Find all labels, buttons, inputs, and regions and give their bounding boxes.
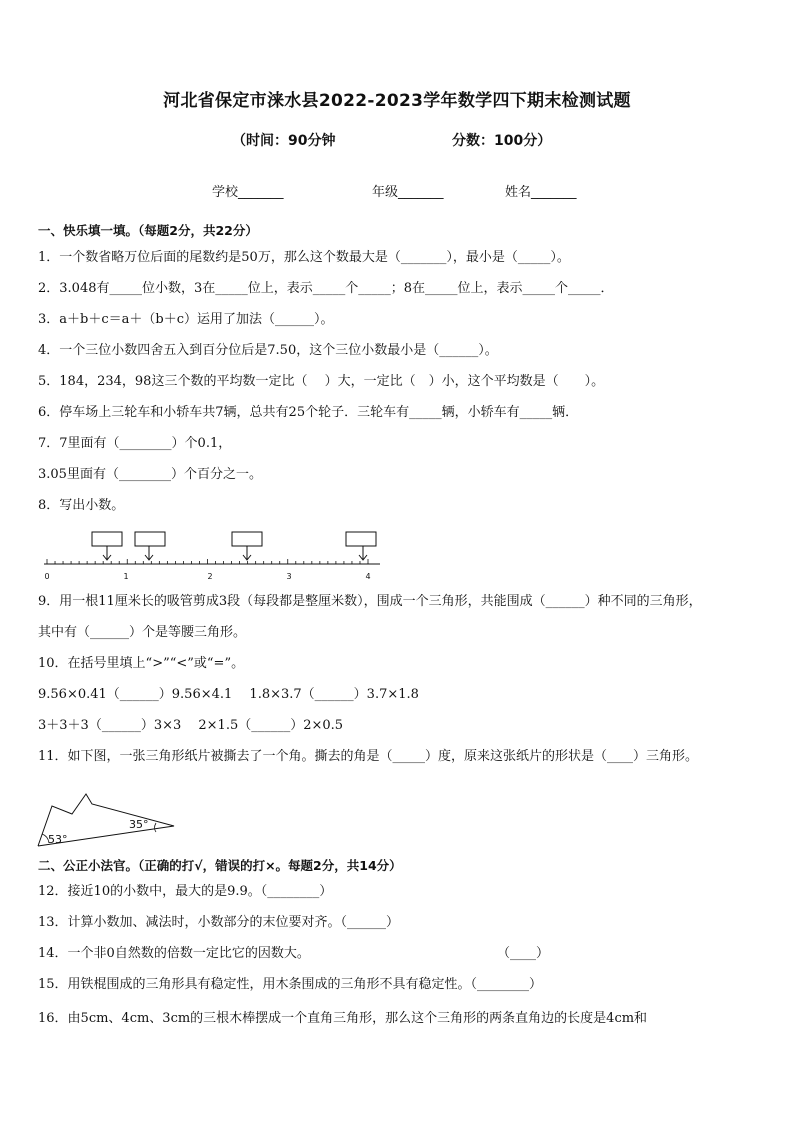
school-field[interactable]: 学校_______ xyxy=(212,185,284,200)
number-line-figure xyxy=(36,528,386,584)
question-9-line-2: 其中有（______）个是等腰三角形。 xyxy=(38,625,247,640)
time-limit: （时间：90分钟 xyxy=(232,133,336,149)
section-2-heading: 二、公正小法官。（正确的打√，错误的打×。每题2分，共14分） xyxy=(38,858,402,873)
question-11: 11．如下图，一张三角形纸片被撕去了一个角。撕去的角是（_____）度，原来这张纸片的形状是（____）三角形。 xyxy=(38,749,699,764)
question-2: 2．3.048有_____位小数，3在_____位上，表示_____个_____；8在_____位上，表示_____个_____． xyxy=(38,281,614,296)
answer-box-1 xyxy=(92,532,122,560)
question-9-line-1: 9．用一根11厘米长的吸管剪成3段（每段都是整厘米数），围成一个三角形，共能围成（______）种不同的三角形， xyxy=(38,594,702,609)
angle-arc-right xyxy=(155,823,157,832)
tick-label-2: 2 xyxy=(207,572,213,581)
question-3: 3．a＋b＋c＝a＋（b＋c）运用了加法（______）。 xyxy=(38,312,334,327)
page-title: 河北省保定市涞水县2022-2023学年数学四下期末检测试题 xyxy=(163,91,631,111)
tick-label-0: 0 xyxy=(44,572,50,581)
question-16: 16．由5cm、4cm、3cm的三根木棒摆成一个直角三角形，那么这个三角形的两条直角边的长度是4cm和 xyxy=(38,1011,648,1026)
question-5: 5．184，234，98这三个数的平均数一定比（ ）大，一定比（ ）小，这个平均数是（ ）。 xyxy=(38,374,605,389)
tick-label-4: 4 xyxy=(365,572,371,581)
minor-ticks xyxy=(47,559,368,564)
angle-label-53: 53° xyxy=(48,833,68,846)
answer-box-2 xyxy=(135,532,165,560)
angle-label-35: 35° xyxy=(129,818,149,831)
total-score: 分数：100分） xyxy=(452,133,552,149)
question-7-part-2: 3.05里面有（________）个百分之一。 xyxy=(38,467,262,482)
question-15: 15．用铁棍围成的三角形具有稳定性，用木条围成的三角形不具有稳定性。（________） xyxy=(38,977,543,992)
question-10: 10．在括号里填上“>”“<”或“=”。 xyxy=(38,656,245,671)
question-6: 6．停车场上三轮车和小轿车共7辆，总共有25个轮子．三轮车有_____辆，小轿车有_____辆． xyxy=(38,405,579,420)
tick-label-1: 1 xyxy=(123,572,129,581)
question-8: 8．写出小数。 xyxy=(38,498,125,513)
question-13: 13．计算小数加、减法时，小数部分的末位要对齐。（______） xyxy=(38,915,400,930)
torn-triangle-figure xyxy=(34,792,184,850)
section-1-heading: 一、快乐填一填。（每题2分，共22分） xyxy=(38,223,258,238)
question-4: 4．一个三位小数四舍五入到百分位后是7.50，这个三位小数最小是（______）。 xyxy=(38,343,498,358)
answer-box-3 xyxy=(232,532,262,560)
name-field[interactable]: 姓名_______ xyxy=(505,185,577,200)
question-1: 1．一个数省略万位后面的尾数约是50万，那么这个数最大是（_______），最小是（_____）。 xyxy=(38,250,570,265)
tick-labels xyxy=(44,572,370,581)
question-14: 14．一个非0自然数的倍数一定比它的因数大。 xyxy=(38,946,310,961)
question-10-row-2: 3＋3＋3（______）3×3 2×1.5（______）2×0.5 xyxy=(38,718,344,733)
question-10-row-1: 9.56×0.41（______）9.56×4.1 1.8×3.7（______）3.7×1.8 xyxy=(38,687,419,702)
answer-box-4 xyxy=(346,532,376,560)
question-7-part-1: 7．7里面有（________）个0.1， xyxy=(38,436,232,451)
question-14-answer: （____） xyxy=(497,946,550,961)
tick-label-3: 3 xyxy=(286,572,292,581)
grade-field[interactable]: 年级_______ xyxy=(372,185,444,200)
question-12: 12．接近10的小数中，最大的是9.9。（________） xyxy=(38,884,333,899)
